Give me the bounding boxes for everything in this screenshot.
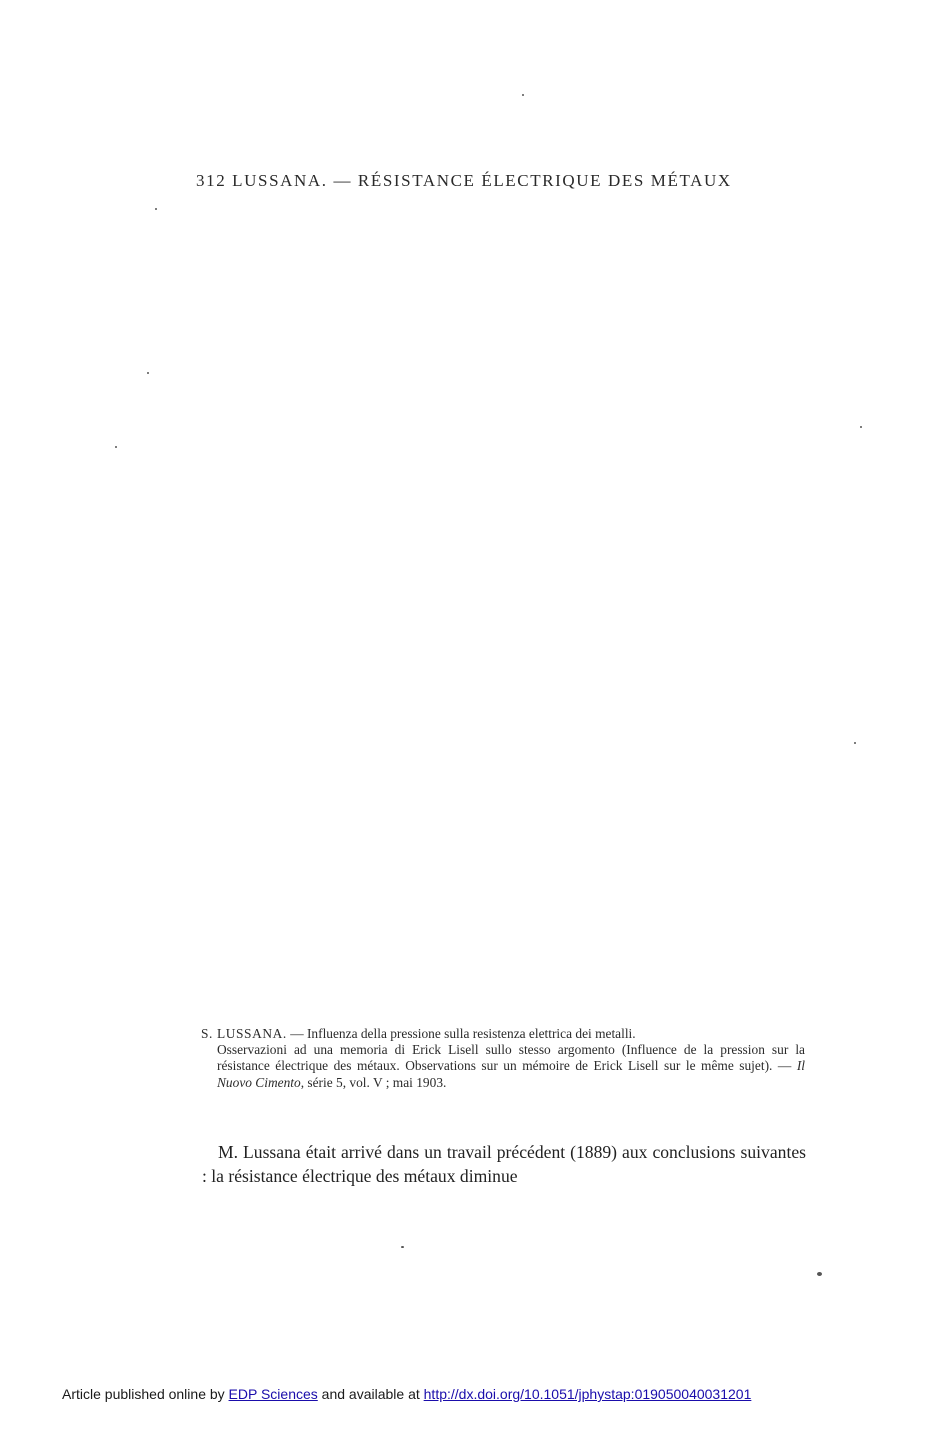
scan-speck [147, 372, 149, 374]
footer-middle: and available at [317, 1386, 424, 1402]
footer-prefix: Article published online by [62, 1386, 229, 1402]
body-text: M. Lussana était arrivé dans un travail précédent (1889) aux conclusions suivantes : la résistance électrique des métaux diminue [202, 1142, 806, 1186]
scan-speck [115, 446, 117, 448]
abstract-text: Osservazioni ad una memoria di Erick Lisell sullo stesso argomento (Influence de la pression sur la résistance électrique des métaux. Observations sur un mémoire de Erick Lisell sur le même sujet). — [217, 1042, 805, 1074]
publisher-link[interactable]: EDP Sciences [228, 1386, 318, 1402]
journal-name: Il Nuovo Cimento [217, 1058, 805, 1090]
abstract-author: S. LUSSANA. [201, 1026, 287, 1041]
scan-speck [817, 1272, 822, 1276]
scan-speck [401, 1246, 404, 1248]
scan-speck [522, 94, 524, 96]
body-paragraph [202, 1140, 806, 1188]
running-header: 312 LUSSANA. — RÉSISTANCE ÉLECTRIQUE DES MÉTAUX [196, 171, 732, 190]
scan-speck [854, 742, 856, 744]
scan-speck [155, 208, 157, 210]
doi-link[interactable]: http://dx.doi.org/10.1051/jphystap:019050040031201 [423, 1386, 752, 1402]
abstract-continuation [201, 1042, 805, 1091]
abstract-citation: , série 5, vol. V ; mai 1903. [300, 1074, 447, 1090]
abstract-title: — Influenza della pressione sulla resistenza elettrica dei metalli. [290, 1026, 636, 1041]
publication-footer [62, 1386, 751, 1402]
scan-speck [860, 426, 862, 428]
reference-abstract [201, 1026, 805, 1091]
